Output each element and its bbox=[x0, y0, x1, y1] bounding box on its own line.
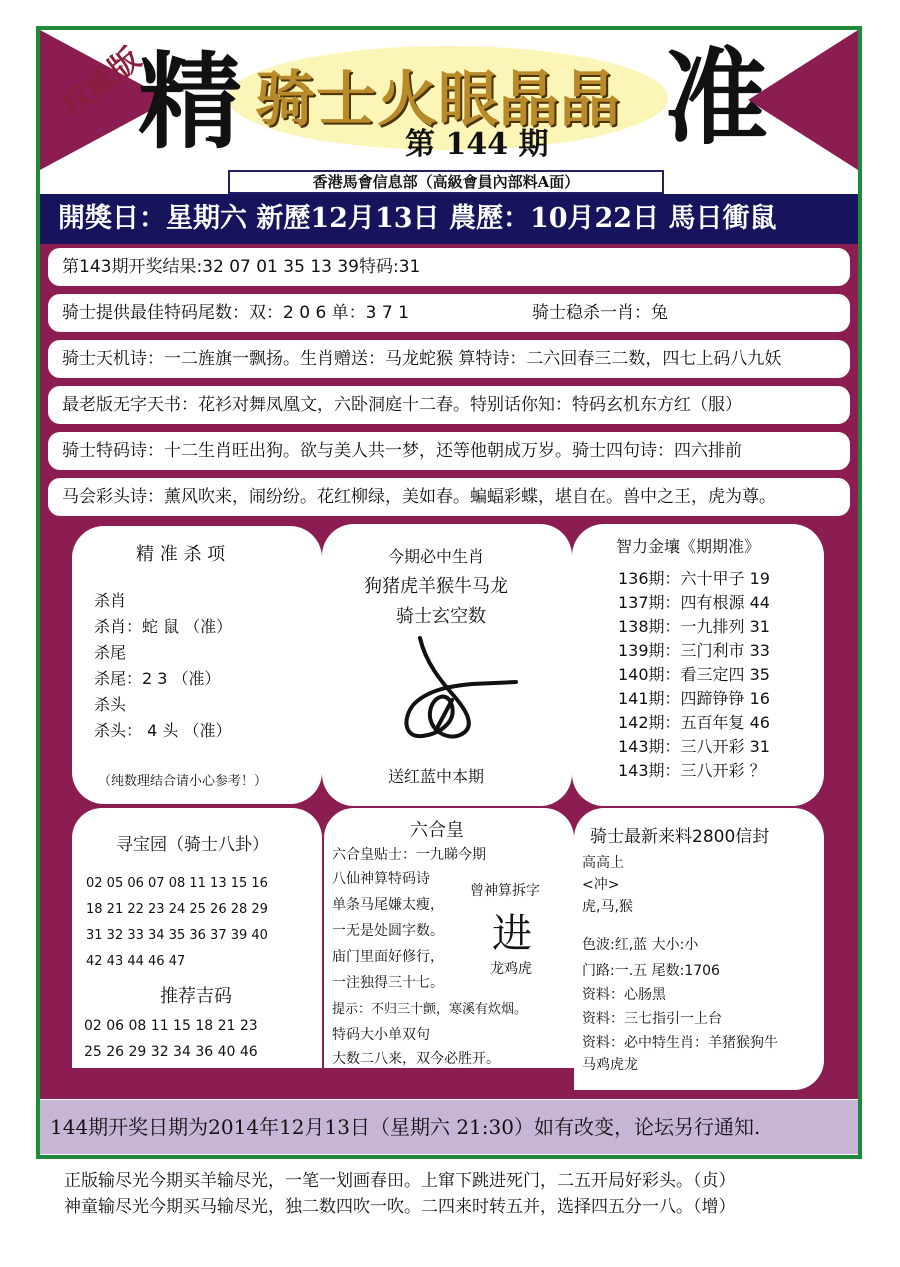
wisdom-title: 智力金壤《期期准》 bbox=[616, 537, 761, 556]
wisdom-item: 143期：三八开彩 31 bbox=[618, 737, 770, 756]
letter-line: 高高上 bbox=[582, 855, 624, 871]
header-char-left: 精 bbox=[138, 40, 243, 163]
header-char-right: 准 bbox=[664, 36, 769, 159]
liuhe-line: 庙门里面好修行， bbox=[332, 949, 444, 965]
draw-notice-bar: 144期开奖日期为2014年12月13日（星期六 21:30）如有改变，论坛另行通知. bbox=[40, 1100, 858, 1154]
kill-line: 杀肖 bbox=[94, 591, 127, 610]
wisdom-item: 142期：五百年复 46 bbox=[618, 713, 770, 732]
liuhe-box bbox=[324, 808, 574, 1068]
row-text: 骑士提供最佳特码尾数：双：2 0 6 单：3 7 1 bbox=[62, 303, 409, 323]
info-row-tail bbox=[48, 294, 850, 332]
treasure-box bbox=[72, 808, 322, 1068]
footer-line: 神童输尽光今期买马输尽光，独二数四吹一吹。二四来时转五并，选择四五分一八。（增） bbox=[64, 1197, 736, 1217]
wisdom-item: 137期：四有根源 44 bbox=[618, 593, 770, 612]
wisdom-item: 139期：三门利市 33 bbox=[618, 641, 770, 660]
kill-box bbox=[72, 526, 322, 804]
split-animals: 龙鸡虎 bbox=[490, 961, 532, 977]
wisdom-item: 141期：四蹄铮铮 16 bbox=[618, 689, 770, 708]
kill-note: （纯数理结合请小心参考！） bbox=[98, 774, 268, 789]
wisdom-box bbox=[572, 524, 824, 806]
main-title: 骑士火眼晶晶 bbox=[255, 65, 621, 135]
edition-label: 权威版 bbox=[55, 42, 147, 124]
content-area bbox=[40, 244, 858, 1099]
letter-title: 骑士最新来料2800信封 bbox=[590, 827, 770, 847]
wisdom-item: 140期：看三定四 35 bbox=[618, 665, 770, 684]
zodiac-footer: 送红蓝中本期 bbox=[388, 767, 485, 786]
kill-box-title: 精 准 杀 项 bbox=[136, 544, 226, 565]
row-text: 骑士天机诗：一二旌旗一飘扬。生肖赠送：马龙蛇猴 算特诗：二六回春三二数，四七上码八九妖 bbox=[62, 349, 782, 369]
kill-line: 杀头 bbox=[94, 695, 127, 714]
row-text: 马会彩头诗：薰风吹来，闹纷纷。花红柳绿，美如春。蝙蝠彩蝶，堪自在。兽中之王，虎为尊。 bbox=[62, 487, 776, 507]
info-row-heavenbook bbox=[48, 386, 850, 424]
kill-line: 杀尾：2 3 （准） bbox=[94, 669, 221, 688]
liuhe-line: 一注独得三十七。 bbox=[332, 975, 444, 991]
letter-line: 马鸡虎龙 bbox=[582, 1057, 638, 1073]
liuhe-line: 一无是处圆字数。 bbox=[332, 923, 444, 939]
row-text: 最老版无字天书：花衫对舞凤凰文，六卧洞庭十二春。特别话你知：特码玄机东方红（服） bbox=[62, 395, 742, 415]
kill-line: 杀肖：蛇 鼠 （准） bbox=[94, 617, 233, 636]
liuhe-line: 单条马尾嫌太瘦， bbox=[332, 897, 444, 913]
liuhe-line: 大数二八来，双今必胜开。 bbox=[332, 1051, 500, 1067]
lucky-numbers: 02 06 08 11 15 18 21 23 bbox=[84, 1018, 258, 1034]
header bbox=[40, 30, 858, 170]
treasure-numbers: 18 21 22 23 24 25 26 28 29 bbox=[86, 902, 268, 917]
info-row-poem bbox=[48, 340, 850, 378]
zodiac-animals: 狗猪虎羊猴牛马龙 bbox=[364, 576, 508, 597]
issue-number: 第 144 期 bbox=[405, 127, 549, 162]
treasure-numbers: 02 05 06 07 08 11 13 15 16 bbox=[86, 876, 268, 891]
kill-line: 杀头： 4 头 （准） bbox=[94, 721, 232, 740]
footer-line: 正版输尽光今期买羊输尽光，一笔一划画春田。上窜下跳进死门，二五开局好彩头。（贞） bbox=[64, 1171, 736, 1191]
zodiac-line: 今期必中生肖 bbox=[388, 547, 485, 566]
lucky-title: 推荐吉码 bbox=[160, 986, 232, 1007]
liuhe-line: 八仙神算特码诗 bbox=[332, 871, 430, 887]
split-title: 曾神算拆字 bbox=[470, 883, 540, 899]
row-text: 第143期开奖结果:32 07 01 35 13 39特码:31 bbox=[62, 257, 421, 277]
lucky-numbers: 25 26 29 32 34 36 40 46 bbox=[84, 1044, 258, 1060]
letter-line: 资料：三七指引一上台 bbox=[582, 1011, 722, 1027]
letter-line: 资料：心肠黑 bbox=[582, 987, 666, 1003]
info-row-result bbox=[48, 248, 850, 286]
treasure-numbers: 31 32 33 34 35 36 37 39 40 bbox=[86, 928, 268, 943]
info-row-lucky-poem bbox=[48, 478, 850, 516]
letter-line: 资料：必中特生肖：羊猪猴狗牛 bbox=[582, 1035, 778, 1051]
signature-scribble-icon bbox=[392, 634, 522, 744]
liuhe-title: 六合皇 bbox=[410, 820, 464, 841]
liuhe-line: 特码大小单双句 bbox=[332, 1027, 430, 1043]
split-char: 进 bbox=[492, 911, 532, 957]
treasure-title: 寻宝园（骑士八卦） bbox=[116, 835, 269, 855]
zodiac-line: 骑士玄空数 bbox=[396, 606, 486, 627]
letter-line: 门路:一.五 尾数:1706 bbox=[582, 963, 720, 979]
row-text: 骑士特码诗：十二生肖旺出狗。欲与美人共一梦，还等他朝成万岁。骑士四句诗：四六排前 bbox=[62, 441, 742, 461]
kill-line: 杀尾 bbox=[94, 643, 127, 662]
subtitle-bar: 香港馬會信息部（高級會員內部料A面） bbox=[228, 170, 664, 194]
letter-box bbox=[574, 808, 824, 1090]
letter-line: 虎,马,猴 bbox=[582, 899, 633, 915]
letter-line: <冲> bbox=[582, 877, 620, 893]
info-row-special-poem bbox=[48, 432, 850, 470]
zodiac-box bbox=[322, 524, 572, 806]
wisdom-item: 138期：一九排列 31 bbox=[618, 617, 770, 636]
wisdom-item: 143期：三八开彩 ？ bbox=[618, 761, 766, 780]
wisdom-item: 136期：六十甲子 19 bbox=[618, 569, 770, 588]
treasure-numbers: 42 43 44 46 47 bbox=[86, 954, 186, 969]
liuhe-hint: 提示：不归三十颤，寒溪有炊烟。 bbox=[332, 1002, 528, 1017]
row-text-right: 骑士稳杀一肖：兔 bbox=[532, 303, 668, 323]
liuhe-line: 六合皇贴士：一九睇今期 bbox=[332, 847, 486, 863]
letter-line: 色波:红,蓝 大小:小 bbox=[582, 937, 699, 953]
draw-date-bar: 開獎日：星期六 新歷12月13日 農歷：10月22日 馬日衝鼠 bbox=[40, 194, 858, 244]
